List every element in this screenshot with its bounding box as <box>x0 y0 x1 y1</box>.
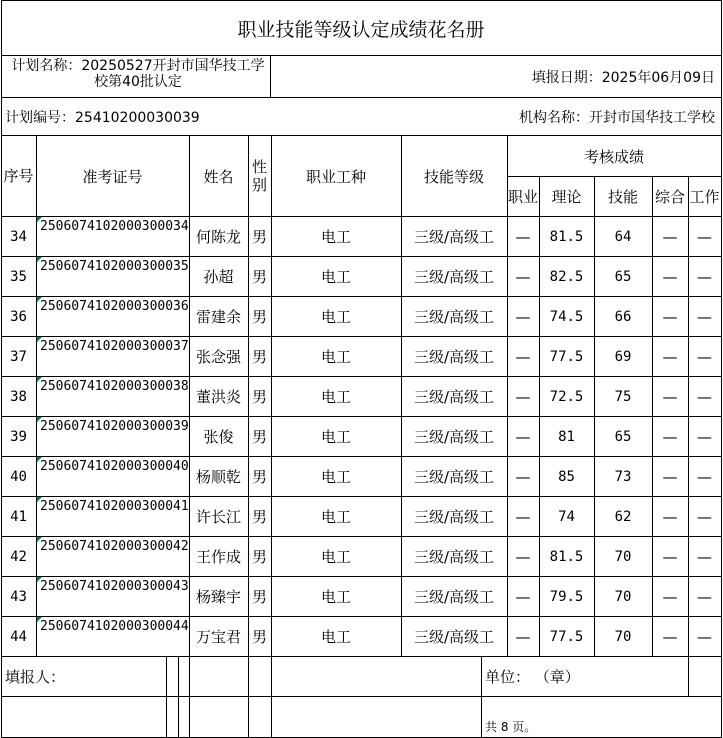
row-job: 电工 <box>320 268 351 286</box>
row-seq: 43 <box>10 588 27 605</box>
row-cert-number: 2506074102000300035 <box>40 259 189 274</box>
row-score-theory: 81 <box>558 428 575 445</box>
row-job: 电工 <box>320 308 351 326</box>
row-score-theory: 72.5 <box>549 388 584 405</box>
row-score-comprehensive: — <box>662 387 678 406</box>
header-score-comprehensive: 综合 <box>654 187 685 206</box>
row-seq: 35 <box>10 268 27 285</box>
row-level: 三级/高级工 <box>413 268 495 286</box>
row-level: 三级/高级工 <box>413 588 495 606</box>
row-cert-number: 2506074102000300041 <box>40 499 189 514</box>
row-name: 张念强 <box>195 348 241 366</box>
header-cert: 准考证号 <box>82 167 143 186</box>
grid-line <box>248 656 249 738</box>
row-seq: 42 <box>10 548 27 565</box>
row-score-occupation: — <box>515 547 531 566</box>
grid-line <box>721 0 722 738</box>
header-seq: 序号 <box>3 167 34 185</box>
row-seq: 41 <box>10 508 27 525</box>
header-level: 技能等级 <box>423 167 484 186</box>
row-job: 电工 <box>320 508 351 526</box>
row-gender: 男 <box>251 388 267 406</box>
row-level: 三级/高级工 <box>413 468 495 486</box>
row-score-skill: 65 <box>614 428 632 445</box>
row-score-theory: 74 <box>558 508 575 525</box>
row-cert-number: 2506074102000300034 <box>40 219 189 234</box>
fill-date: 填报日期：2025年06月09日 <box>531 69 715 86</box>
row-score-work: — <box>697 307 712 326</box>
grid-line <box>688 656 689 697</box>
row-score-skill: 69 <box>614 348 632 365</box>
row-score-occupation: — <box>515 627 531 646</box>
row-score-work: — <box>697 347 712 366</box>
row-cert-number: 2506074102000300037 <box>40 339 189 354</box>
row-name: 许长江 <box>195 508 241 526</box>
row-score-theory: 81.5 <box>549 548 584 565</box>
comment-marker-icon <box>37 617 42 622</box>
row-score-work: — <box>697 267 712 286</box>
row-score-skill: 73 <box>614 468 632 485</box>
comment-marker-icon <box>37 417 42 422</box>
row-job: 电工 <box>320 228 351 246</box>
grid-line <box>1 0 722 1</box>
row-score-skill: 62 <box>614 508 632 525</box>
header-score-work: 工作 <box>689 187 720 206</box>
row-score-skill: 70 <box>614 628 632 645</box>
row-job: 电工 <box>320 428 351 446</box>
row-seq: 38 <box>10 388 27 405</box>
row-score-occupation: — <box>515 227 531 246</box>
row-score-skill: 64 <box>614 228 632 245</box>
comment-marker-icon <box>37 497 42 502</box>
header-score-group: 考核成绩 <box>583 147 644 166</box>
page-title: 职业技能等级认定成绩花名册 <box>237 19 485 41</box>
row-score-occupation: — <box>515 347 531 366</box>
row-seq: 36 <box>10 308 27 325</box>
row-score-occupation: — <box>515 387 531 406</box>
header-score-skill: 技能 <box>607 188 638 206</box>
comment-marker-icon <box>37 337 42 342</box>
row-score-theory: 79.5 <box>549 588 584 605</box>
row-gender: 男 <box>251 308 267 326</box>
row-gender: 男 <box>251 548 267 566</box>
grid-line <box>178 656 179 738</box>
row-score-theory: 74.5 <box>549 308 584 325</box>
row-level: 三级/高级工 <box>413 508 495 526</box>
row-score-comprehensive: — <box>662 547 678 566</box>
row-cert-number: 2506074102000300043 <box>40 579 189 594</box>
row-name: 万宝君 <box>195 628 241 646</box>
header-score-occupation: 职业 <box>507 187 538 206</box>
row-name: 董洪炎 <box>195 388 241 406</box>
row-name: 杨臻宇 <box>195 588 241 606</box>
row-score-theory: 82.5 <box>549 268 584 285</box>
comment-marker-icon <box>37 457 42 462</box>
row-score-work: — <box>697 627 712 646</box>
row-score-skill: 75 <box>614 388 632 405</box>
row-cert-number: 2506074102000300040 <box>40 459 189 474</box>
row-cert-number: 2506074102000300044 <box>40 619 189 634</box>
row-score-work: — <box>697 427 712 446</box>
row-cert-number: 2506074102000300038 <box>40 379 189 394</box>
unit-seal-label: 单位： （章） <box>485 668 580 686</box>
comment-marker-icon <box>37 297 42 302</box>
row-score-occupation: — <box>515 427 531 446</box>
row-score-skill: 70 <box>614 588 632 605</box>
row-gender: 男 <box>251 588 267 606</box>
row-name: 杨顺乾 <box>195 468 241 486</box>
row-score-theory: 85 <box>558 468 575 485</box>
row-seq: 44 <box>10 628 27 645</box>
grid-line <box>166 656 167 738</box>
row-gender: 男 <box>251 508 267 526</box>
row-level: 三级/高级工 <box>413 628 495 646</box>
row-score-theory: 77.5 <box>549 348 584 365</box>
row-score-comprehensive: — <box>662 627 678 646</box>
row-level: 三级/高级工 <box>413 308 495 326</box>
row-cert-number: 2506074102000300039 <box>40 419 189 434</box>
row-job: 电工 <box>320 548 351 566</box>
row-job: 电工 <box>320 628 351 646</box>
row-seq: 37 <box>10 348 27 365</box>
row-job: 电工 <box>320 348 351 366</box>
row-job: 电工 <box>320 388 351 406</box>
plan-name: 计划名称：20250527开封市国华技工学校第40批认定 <box>11 58 265 90</box>
row-gender: 男 <box>251 628 267 646</box>
page-count: 共 8 页。 <box>485 720 537 734</box>
comment-marker-icon <box>37 257 42 262</box>
row-level: 三级/高级工 <box>413 228 495 246</box>
plan-number: 计划编号：25410200030039 <box>5 109 200 126</box>
row-seq: 39 <box>10 428 27 445</box>
row-level: 三级/高级工 <box>413 388 495 406</box>
row-seq: 34 <box>10 228 27 245</box>
row-score-comprehensive: — <box>662 427 678 446</box>
grid-line <box>189 656 190 738</box>
row-score-comprehensive: — <box>662 227 678 246</box>
row-score-comprehensive: — <box>662 307 678 326</box>
row-score-occupation: — <box>515 307 531 326</box>
row-score-occupation: — <box>515 267 531 286</box>
row-score-comprehensive: — <box>662 507 678 526</box>
row-score-work: — <box>697 507 712 526</box>
row-name: 王作成 <box>195 548 241 566</box>
comment-marker-icon <box>37 537 42 542</box>
row-score-occupation: — <box>515 467 531 486</box>
row-cert-number: 2506074102000300036 <box>40 299 189 314</box>
row-name: 雷建余 <box>195 308 241 326</box>
row-score-comprehensive: — <box>662 587 678 606</box>
row-seq: 40 <box>10 468 27 485</box>
row-level: 三级/高级工 <box>413 348 495 366</box>
header-gender: 性别 <box>251 158 267 194</box>
header-name: 姓名 <box>203 167 234 186</box>
row-score-work: — <box>697 547 712 566</box>
row-score-comprehensive: — <box>662 347 678 366</box>
row-score-work: — <box>697 387 712 406</box>
row-score-skill: 66 <box>614 308 632 325</box>
row-level: 三级/高级工 <box>413 428 495 446</box>
comment-marker-icon <box>37 377 42 382</box>
header-score-theory: 理论 <box>551 188 582 206</box>
row-job: 电工 <box>320 588 351 606</box>
row-score-occupation: — <box>515 587 531 606</box>
org-name: 机构名称：开封市国华技工学校 <box>519 109 715 126</box>
row-score-theory: 77.5 <box>549 628 584 645</box>
header-job: 职业工种 <box>305 167 366 186</box>
row-score-skill: 65 <box>614 268 632 285</box>
row-cert-number: 2506074102000300042 <box>40 539 189 554</box>
row-gender: 男 <box>251 348 267 366</box>
comment-marker-icon <box>37 577 42 582</box>
row-score-work: — <box>697 587 712 606</box>
row-level: 三级/高级工 <box>413 548 495 566</box>
row-gender: 男 <box>251 268 267 286</box>
row-gender: 男 <box>251 468 267 486</box>
row-name: 何陈龙 <box>195 228 241 246</box>
grid-line <box>271 656 272 738</box>
row-score-work: — <box>697 227 712 246</box>
reporter-label: 填报人： <box>5 668 66 686</box>
row-score-comprehensive: — <box>662 467 678 486</box>
row-gender: 男 <box>251 428 267 446</box>
row-score-comprehensive: — <box>662 267 678 286</box>
row-job: 电工 <box>320 468 351 486</box>
comment-marker-icon <box>37 217 42 222</box>
row-score-occupation: — <box>515 507 531 526</box>
row-score-work: — <box>697 467 712 486</box>
row-name: 孙超 <box>203 268 234 286</box>
row-gender: 男 <box>251 228 267 246</box>
row-name: 张俊 <box>203 428 234 446</box>
row-score-theory: 81.5 <box>549 228 584 245</box>
row-score-skill: 70 <box>614 548 632 565</box>
